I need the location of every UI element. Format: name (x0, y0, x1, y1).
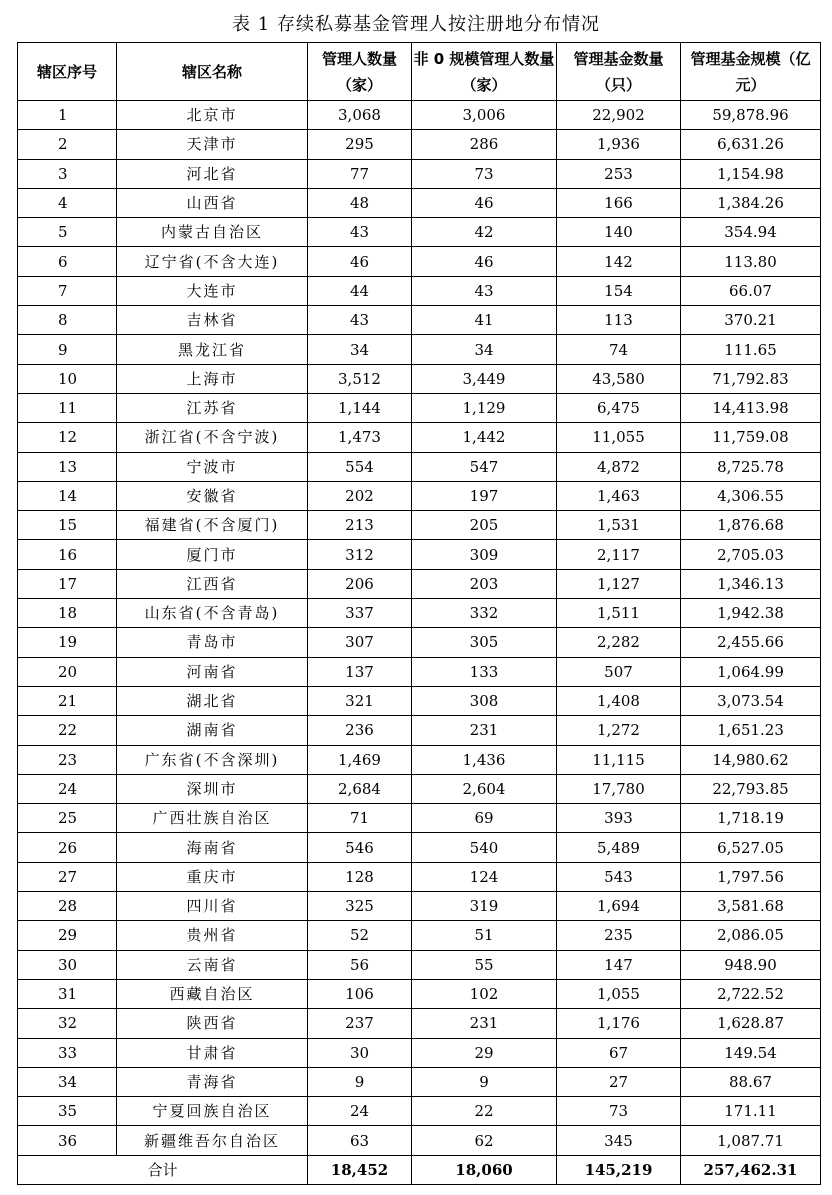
cell-seq: 2 (18, 130, 117, 159)
cell-name: 江西省 (117, 569, 308, 598)
cell-seq: 15 (18, 511, 117, 540)
registry-distribution-table (17, 42, 821, 1185)
cell-seq: 14 (18, 481, 117, 510)
cell-fund-count: 543 (557, 862, 681, 891)
header-fund-count: 管理基金数量（只） (557, 43, 681, 101)
cell-fund-scale: 1,064.99 (681, 657, 821, 686)
header-name: 辖区名称 (117, 43, 308, 101)
total-label: 合计 (18, 1155, 308, 1184)
cell-nonzero-managers: 51 (412, 921, 557, 950)
cell-managers: 106 (308, 979, 412, 1008)
total-row (18, 1155, 821, 1184)
cell-seq: 13 (18, 452, 117, 481)
cell-seq: 8 (18, 306, 117, 335)
cell-nonzero-managers: 34 (412, 335, 557, 364)
cell-fund-scale: 149.54 (681, 1038, 821, 1067)
cell-seq: 28 (18, 892, 117, 921)
table-row (18, 979, 821, 1008)
table-row (18, 423, 821, 452)
cell-fund-scale: 1,942.38 (681, 599, 821, 628)
cell-name: 内蒙古自治区 (117, 218, 308, 247)
cell-name: 吉林省 (117, 306, 308, 335)
cell-fund-scale: 113.80 (681, 247, 821, 276)
cell-seq: 35 (18, 1097, 117, 1126)
cell-seq: 20 (18, 657, 117, 686)
cell-fund-scale: 370.21 (681, 306, 821, 335)
cell-fund-count: 235 (557, 921, 681, 950)
cell-managers: 56 (308, 950, 412, 979)
cell-fund-count: 4,872 (557, 452, 681, 481)
cell-fund-scale: 6,527.05 (681, 833, 821, 862)
cell-nonzero-managers: 540 (412, 833, 557, 862)
cell-seq: 7 (18, 276, 117, 305)
cell-managers: 1,144 (308, 393, 412, 422)
cell-seq: 12 (18, 423, 117, 452)
table-row (18, 745, 821, 774)
cell-fund-scale: 1,154.98 (681, 159, 821, 188)
cell-nonzero-managers: 55 (412, 950, 557, 979)
cell-seq: 3 (18, 159, 117, 188)
cell-name: 重庆市 (117, 862, 308, 891)
cell-seq: 10 (18, 364, 117, 393)
cell-fund-scale: 66.07 (681, 276, 821, 305)
cell-managers: 202 (308, 481, 412, 510)
cell-seq: 36 (18, 1126, 117, 1155)
cell-seq: 4 (18, 188, 117, 217)
cell-name: 湖南省 (117, 716, 308, 745)
cell-seq: 21 (18, 686, 117, 715)
cell-managers: 43 (308, 306, 412, 335)
table-row (18, 247, 821, 276)
cell-managers: 1,473 (308, 423, 412, 452)
cell-nonzero-managers: 22 (412, 1097, 557, 1126)
cell-fund-scale: 88.67 (681, 1067, 821, 1096)
cell-nonzero-managers: 69 (412, 804, 557, 833)
cell-name: 江苏省 (117, 393, 308, 422)
cell-name: 安徽省 (117, 481, 308, 510)
cell-managers: 46 (308, 247, 412, 276)
table-row (18, 774, 821, 803)
cell-seq: 25 (18, 804, 117, 833)
cell-nonzero-managers: 1,442 (412, 423, 557, 452)
table-row (18, 921, 821, 950)
table-row (18, 511, 821, 540)
cell-seq: 30 (18, 950, 117, 979)
cell-seq: 19 (18, 628, 117, 657)
cell-managers: 3,512 (308, 364, 412, 393)
cell-fund-scale: 3,581.68 (681, 892, 821, 921)
cell-name: 西藏自治区 (117, 979, 308, 1008)
cell-name: 黑龙江省 (117, 335, 308, 364)
cell-name: 深圳市 (117, 774, 308, 803)
cell-fund-count: 1,936 (557, 130, 681, 159)
table-row (18, 1038, 821, 1067)
cell-managers: 34 (308, 335, 412, 364)
cell-nonzero-managers: 231 (412, 1009, 557, 1038)
cell-fund-count: 73 (557, 1097, 681, 1126)
cell-seq: 24 (18, 774, 117, 803)
cell-managers: 44 (308, 276, 412, 305)
table-row (18, 1126, 821, 1155)
cell-fund-count: 17,780 (557, 774, 681, 803)
cell-fund-scale: 8,725.78 (681, 452, 821, 481)
cell-managers: 52 (308, 921, 412, 950)
cell-managers: 237 (308, 1009, 412, 1038)
cell-name: 海南省 (117, 833, 308, 862)
cell-fund-scale: 1,651.23 (681, 716, 821, 745)
cell-fund-count: 1,694 (557, 892, 681, 921)
cell-fund-count: 22,902 (557, 101, 681, 130)
cell-name: 云南省 (117, 950, 308, 979)
cell-name: 浙江省(不含宁波) (117, 423, 308, 452)
cell-nonzero-managers: 547 (412, 452, 557, 481)
cell-fund-count: 1,272 (557, 716, 681, 745)
cell-managers: 71 (308, 804, 412, 833)
cell-nonzero-managers: 43 (412, 276, 557, 305)
cell-name: 青岛市 (117, 628, 308, 657)
cell-seq: 34 (18, 1067, 117, 1096)
cell-fund-count: 154 (557, 276, 681, 305)
cell-name: 新疆维吾尔自治区 (117, 1126, 308, 1155)
cell-nonzero-managers: 29 (412, 1038, 557, 1067)
cell-nonzero-managers: 332 (412, 599, 557, 628)
cell-fund-scale: 1,876.68 (681, 511, 821, 540)
table-row (18, 393, 821, 422)
table-row (18, 1009, 821, 1038)
cell-seq: 33 (18, 1038, 117, 1067)
cell-fund-scale: 2,455.66 (681, 628, 821, 657)
cell-nonzero-managers: 205 (412, 511, 557, 540)
cell-seq: 11 (18, 393, 117, 422)
cell-name: 山西省 (117, 188, 308, 217)
cell-fund-count: 27 (557, 1067, 681, 1096)
cell-fund-count: 1,127 (557, 569, 681, 598)
cell-managers: 137 (308, 657, 412, 686)
cell-fund-count: 1,511 (557, 599, 681, 628)
table-row (18, 892, 821, 921)
cell-nonzero-managers: 286 (412, 130, 557, 159)
cell-fund-scale: 1,797.56 (681, 862, 821, 891)
cell-fund-count: 11,115 (557, 745, 681, 774)
cell-fund-count: 253 (557, 159, 681, 188)
cell-nonzero-managers: 309 (412, 540, 557, 569)
cell-managers: 43 (308, 218, 412, 247)
cell-seq: 17 (18, 569, 117, 598)
cell-managers: 337 (308, 599, 412, 628)
cell-managers: 554 (308, 452, 412, 481)
cell-name: 贵州省 (117, 921, 308, 950)
cell-nonzero-managers: 9 (412, 1067, 557, 1096)
cell-nonzero-managers: 41 (412, 306, 557, 335)
cell-nonzero-managers: 3,449 (412, 364, 557, 393)
table-row (18, 218, 821, 247)
cell-seq: 27 (18, 862, 117, 891)
cell-fund-count: 1,176 (557, 1009, 681, 1038)
table-row (18, 188, 821, 217)
table-row (18, 335, 821, 364)
cell-fund-count: 142 (557, 247, 681, 276)
table-row (18, 716, 821, 745)
cell-fund-count: 166 (557, 188, 681, 217)
table-row (18, 452, 821, 481)
cell-managers: 128 (308, 862, 412, 891)
cell-seq: 32 (18, 1009, 117, 1038)
cell-name: 湖北省 (117, 686, 308, 715)
cell-nonzero-managers: 73 (412, 159, 557, 188)
cell-fund-count: 74 (557, 335, 681, 364)
cell-fund-scale: 111.65 (681, 335, 821, 364)
cell-nonzero-managers: 124 (412, 862, 557, 891)
cell-nonzero-managers: 133 (412, 657, 557, 686)
cell-seq: 29 (18, 921, 117, 950)
cell-name: 宁波市 (117, 452, 308, 481)
cell-fund-scale: 1,346.13 (681, 569, 821, 598)
cell-seq: 26 (18, 833, 117, 862)
table-row (18, 306, 821, 335)
cell-name: 厦门市 (117, 540, 308, 569)
cell-name: 北京市 (117, 101, 308, 130)
cell-fund-count: 345 (557, 1126, 681, 1155)
cell-fund-scale: 4,306.55 (681, 481, 821, 510)
cell-name: 青海省 (117, 1067, 308, 1096)
cell-fund-count: 2,117 (557, 540, 681, 569)
table-row (18, 833, 821, 862)
cell-managers: 206 (308, 569, 412, 598)
cell-name: 大连市 (117, 276, 308, 305)
cell-managers: 307 (308, 628, 412, 657)
table-row (18, 599, 821, 628)
cell-nonzero-managers: 42 (412, 218, 557, 247)
table-row (18, 130, 821, 159)
cell-fund-count: 1,463 (557, 481, 681, 510)
cell-name: 广西壮族自治区 (117, 804, 308, 833)
cell-managers: 24 (308, 1097, 412, 1126)
total-nonzero-managers: 18,060 (412, 1155, 557, 1184)
cell-fund-count: 6,475 (557, 393, 681, 422)
cell-fund-scale: 1,628.87 (681, 1009, 821, 1038)
header-managers: 管理人数量（家） (308, 43, 412, 101)
table-row (18, 364, 821, 393)
cell-managers: 48 (308, 188, 412, 217)
cell-fund-scale: 22,793.85 (681, 774, 821, 803)
cell-fund-count: 507 (557, 657, 681, 686)
table-row (18, 628, 821, 657)
cell-fund-scale: 2,086.05 (681, 921, 821, 950)
cell-name: 天津市 (117, 130, 308, 159)
cell-seq: 6 (18, 247, 117, 276)
cell-nonzero-managers: 197 (412, 481, 557, 510)
cell-fund-count: 43,580 (557, 364, 681, 393)
cell-fund-count: 1,055 (557, 979, 681, 1008)
cell-fund-scale: 59,878.96 (681, 101, 821, 130)
total-fund-count: 145,219 (557, 1155, 681, 1184)
table-row (18, 950, 821, 979)
cell-name: 广东省(不含深圳) (117, 745, 308, 774)
cell-name: 宁夏回族自治区 (117, 1097, 308, 1126)
header-seq: 辖区序号 (18, 43, 117, 101)
cell-fund-scale: 1,384.26 (681, 188, 821, 217)
cell-fund-scale: 1,718.19 (681, 804, 821, 833)
table-row (18, 1067, 821, 1096)
table-row (18, 657, 821, 686)
cell-fund-count: 5,489 (557, 833, 681, 862)
cell-fund-scale: 11,759.08 (681, 423, 821, 452)
table-body (18, 101, 821, 1156)
cell-nonzero-managers: 2,604 (412, 774, 557, 803)
cell-name: 山东省(不含青岛) (117, 599, 308, 628)
cell-seq: 23 (18, 745, 117, 774)
cell-managers: 321 (308, 686, 412, 715)
cell-fund-scale: 3,073.54 (681, 686, 821, 715)
cell-managers: 312 (308, 540, 412, 569)
cell-nonzero-managers: 319 (412, 892, 557, 921)
cell-managers: 9 (308, 1067, 412, 1096)
table-row (18, 686, 821, 715)
cell-managers: 63 (308, 1126, 412, 1155)
cell-fund-count: 11,055 (557, 423, 681, 452)
cell-nonzero-managers: 62 (412, 1126, 557, 1155)
cell-seq: 5 (18, 218, 117, 247)
cell-fund-count: 67 (557, 1038, 681, 1067)
cell-managers: 2,684 (308, 774, 412, 803)
cell-seq: 1 (18, 101, 117, 130)
cell-fund-scale: 14,980.62 (681, 745, 821, 774)
cell-fund-count: 140 (557, 218, 681, 247)
cell-seq: 18 (18, 599, 117, 628)
cell-fund-count: 1,531 (557, 511, 681, 540)
cell-nonzero-managers: 46 (412, 247, 557, 276)
cell-nonzero-managers: 308 (412, 686, 557, 715)
cell-fund-count: 147 (557, 950, 681, 979)
table-row (18, 1097, 821, 1126)
cell-seq: 22 (18, 716, 117, 745)
cell-fund-scale: 171.11 (681, 1097, 821, 1126)
total-fund-scale: 257,462.31 (681, 1155, 821, 1184)
cell-nonzero-managers: 3,006 (412, 101, 557, 130)
cell-fund-count: 113 (557, 306, 681, 335)
cell-fund-scale: 2,722.52 (681, 979, 821, 1008)
cell-managers: 213 (308, 511, 412, 540)
cell-name: 甘肃省 (117, 1038, 308, 1067)
cell-name: 四川省 (117, 892, 308, 921)
cell-fund-scale: 948.90 (681, 950, 821, 979)
total-managers: 18,452 (308, 1155, 412, 1184)
cell-nonzero-managers: 231 (412, 716, 557, 745)
cell-managers: 546 (308, 833, 412, 862)
cell-seq: 31 (18, 979, 117, 1008)
cell-fund-count: 393 (557, 804, 681, 833)
cell-nonzero-managers: 1,436 (412, 745, 557, 774)
table-row (18, 540, 821, 569)
cell-name: 河南省 (117, 657, 308, 686)
cell-nonzero-managers: 102 (412, 979, 557, 1008)
cell-fund-count: 1,408 (557, 686, 681, 715)
cell-fund-scale: 354.94 (681, 218, 821, 247)
header-row (18, 43, 821, 101)
cell-name: 河北省 (117, 159, 308, 188)
header-fund-scale: 管理基金规模（亿元） (681, 43, 821, 101)
cell-nonzero-managers: 203 (412, 569, 557, 598)
cell-name: 辽宁省(不含大连) (117, 247, 308, 276)
cell-fund-scale: 1,087.71 (681, 1126, 821, 1155)
cell-name: 福建省(不含厦门) (117, 511, 308, 540)
cell-fund-scale: 14,413.98 (681, 393, 821, 422)
table-row (18, 276, 821, 305)
table-row (18, 569, 821, 598)
table-row (18, 804, 821, 833)
cell-managers: 1,469 (308, 745, 412, 774)
table-row (18, 862, 821, 891)
cell-managers: 30 (308, 1038, 412, 1067)
cell-managers: 325 (308, 892, 412, 921)
cell-seq: 9 (18, 335, 117, 364)
cell-nonzero-managers: 305 (412, 628, 557, 657)
cell-fund-count: 2,282 (557, 628, 681, 657)
cell-fund-scale: 6,631.26 (681, 130, 821, 159)
cell-managers: 236 (308, 716, 412, 745)
table-row (18, 481, 821, 510)
table-title: 表 1 存续私募基金管理人按注册地分布情况 (232, 14, 600, 35)
header-nonzero-managers: 非 0 规模管理人数量（家） (412, 43, 557, 101)
cell-fund-scale: 71,792.83 (681, 364, 821, 393)
cell-nonzero-managers: 1,129 (412, 393, 557, 422)
cell-name: 上海市 (117, 364, 308, 393)
table-row (18, 101, 821, 130)
cell-managers: 77 (308, 159, 412, 188)
cell-seq: 16 (18, 540, 117, 569)
cell-nonzero-managers: 46 (412, 188, 557, 217)
cell-fund-scale: 2,705.03 (681, 540, 821, 569)
cell-managers: 3,068 (308, 101, 412, 130)
table-row (18, 159, 821, 188)
cell-managers: 295 (308, 130, 412, 159)
cell-name: 陕西省 (117, 1009, 308, 1038)
